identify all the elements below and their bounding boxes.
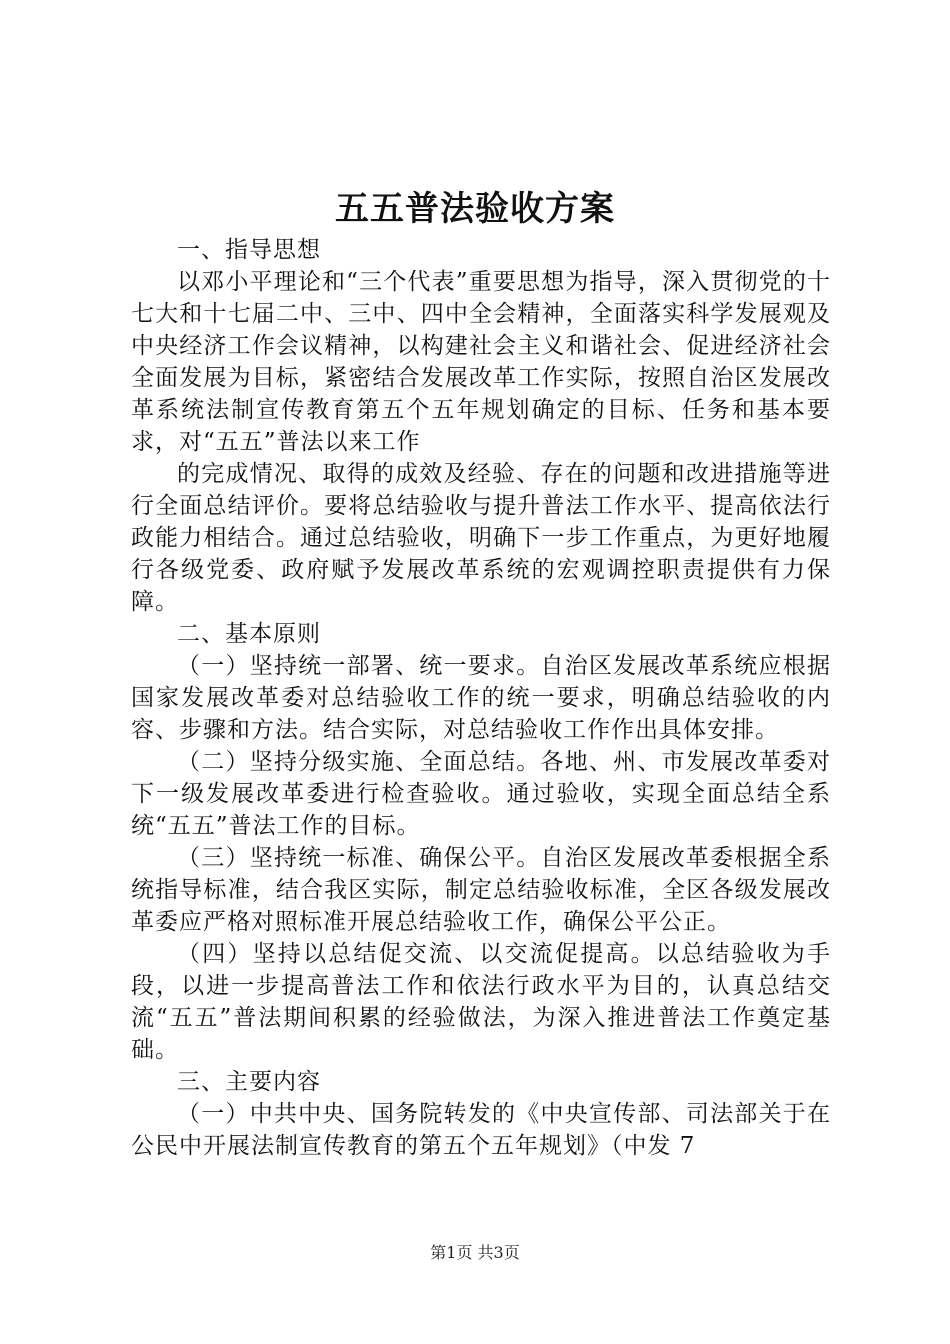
paragraph: （一）坚持统一部署、统一要求。自治区发展改革系统应根据国家发展改革委对总结验收工作的统一要求，明确总结验收的内容、步骤和方法。结合实际，对总结验收工作作出具体安排。 <box>131 653 831 743</box>
document-title: 五五普法验收方案 <box>335 189 615 229</box>
paragraph: 的完成情况、取得的成效及经验、存在的问题和改进措施等进行全面总结评价。要将总结验收与提升普法工作水平、提高依法行政能力相结合。通过总结验收，明确下一步工作重点，为更好地履行各级党委、政府赋予发展改革系统的宏观调控职责提供有力保障。 <box>131 461 831 615</box>
section-heading: 一、指导思想 <box>177 237 321 263</box>
paragraph: （三）坚持统一标准、确保公平。自治区发展改革委根据全系统指导标准，结合我区实际，制定总结验收标准，全区各级发展改革委应严格对照标准开展总结验收工作，确保公平公正。 <box>131 845 831 935</box>
paragraph: （四）坚持以总结促交流、以交流促提高。以总结验收为手段，以进一步提高普法工作和依法行政水平为目的，认真总结交流“五五”普法期间积累的经验做法，为深入推进普法工作奠定基础。 <box>131 941 831 1063</box>
section-heading: 三、主要内容 <box>177 1069 321 1095</box>
section-heading: 二、基本原则 <box>177 621 321 647</box>
paragraph: （二）坚持分级实施、全面总结。各地、州、市发展改革委对下一级发展改革委进行检查验收。通过验收，实现全面总结全系统“五五”普法工作的目标。 <box>131 749 831 839</box>
paragraph: （一）中共中央、国务院转发的《中央宣传部、司法部关于在公民中开展法制宣传教育的第五个五年规划》（中发 7 <box>131 1101 831 1159</box>
paragraph: 以邓小平理论和“三个代表”重要思想为指导，深入贯彻党的十七大和十七届二中、三中、四中全会精神，全面落实科学发展观及中央经济工作会议精神，以构建社会主义和谐社会、促进经济社会全面发展为目标，紧密结合发展改革工作实际，按照自治区发展改革系统法制宣传教育第五个五年规划确定的目标、任务和基本要求，对“五五”普法以来工作 <box>131 269 831 455</box>
page-footer: 第1页 共3页 <box>430 1243 520 1262</box>
document-body <box>131 234 831 1162</box>
